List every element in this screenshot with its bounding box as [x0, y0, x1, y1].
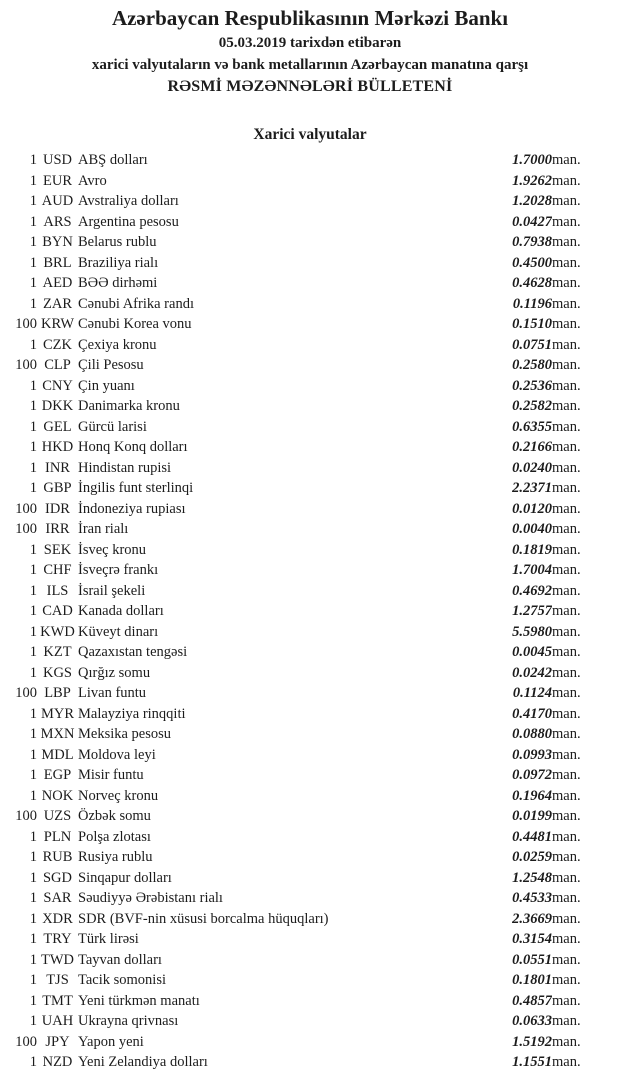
currency-name: Səudiyyə Ərəbistanı rialı: [78, 890, 223, 906]
currency-quantity: 1: [29, 172, 37, 189]
currency-rate: 0.2166: [512, 439, 552, 455]
currency-name: Malayziya rinqqiti: [78, 705, 186, 722]
currency-quantity: 1: [29, 931, 37, 947]
currency-name: Hindistan rupisi: [78, 459, 172, 476]
currency-name: Tayvan dolları: [78, 951, 162, 968]
currency-rate: 1.1551: [512, 1054, 552, 1070]
currency-code: JPY: [45, 1033, 70, 1050]
currency-rate: 0.0427: [512, 213, 552, 230]
currency-rate: 1.2548: [512, 869, 552, 886]
currency-code: KZT: [43, 644, 72, 660]
currency-row: [0, 827, 620, 848]
bank-title: Azərbaycan Respublikasının Mərkəzi Bankı: [111, 6, 509, 30]
currency-row: [0, 847, 620, 868]
currency-unit: man.: [552, 644, 581, 660]
currency-unit: man.: [552, 541, 581, 558]
currency-code: TJS: [46, 972, 69, 988]
currency-rate: 0.0993: [512, 746, 552, 763]
currency-rate: 0.0045: [512, 644, 552, 660]
currency-row: [0, 663, 620, 684]
currency-unit: man.: [552, 685, 581, 701]
currency-name: Yapon yeni: [78, 1033, 144, 1050]
currency-code: SGD: [42, 869, 72, 886]
currency-code: CLP: [44, 357, 71, 373]
currency-rate: 1.7004: [512, 562, 552, 578]
currency-name: İsveçrə frankı: [78, 562, 159, 578]
currency-code: AED: [42, 275, 73, 291]
currency-quantity: 1: [29, 418, 37, 435]
currency-code: MYR: [40, 705, 75, 722]
currency-code: TWD: [40, 951, 74, 968]
currency-code: MXN: [40, 726, 75, 742]
currency-row: [0, 806, 620, 827]
currency-unit: man.: [552, 316, 581, 332]
currency-code: DKK: [41, 398, 74, 414]
currency-name: Yeni türkmən manatı: [78, 992, 200, 1009]
currency-name: Avstraliya dolları: [78, 193, 179, 209]
currency-row: [0, 437, 620, 458]
currency-row: [0, 417, 620, 438]
currency-code: IRR: [45, 521, 70, 537]
currency-unit: man.: [552, 562, 581, 578]
currency-rate: 0.0972: [512, 767, 552, 783]
currency-name: Çili Pesosu: [78, 357, 144, 373]
currency-code: SAR: [43, 890, 72, 906]
currency-name: SDR (BVF-nin xüsusi borcalma hüquqları): [78, 910, 329, 927]
currency-quantity: 1: [29, 254, 37, 271]
currency-unit: man.: [552, 664, 581, 681]
currency-name: Kanada dolları: [78, 603, 164, 619]
currency-row: [0, 704, 620, 725]
currency-code: USD: [42, 152, 72, 168]
currency-quantity: 1: [29, 726, 37, 742]
currency-code: KWD: [40, 623, 75, 640]
currency-row: [0, 745, 620, 766]
currency-row: [0, 724, 620, 745]
currency-code: GEL: [43, 418, 72, 435]
currency-quantity: 1: [29, 705, 37, 722]
currency-name: İran rialı: [78, 521, 129, 537]
currency-rates-table-body: [0, 150, 620, 1073]
currency-rate: 0.0751: [512, 336, 552, 353]
document-subtitle: xarici valyutaların və bank metallarının Azərbaycan manatına qarşı: [91, 57, 529, 73]
currency-unit: man.: [552, 746, 581, 763]
currency-unit: man.: [552, 869, 581, 886]
currency-unit: man.: [552, 951, 581, 968]
currency-quantity: 1: [29, 869, 37, 886]
currency-row: [0, 376, 620, 397]
currency-rate: 0.1964: [512, 787, 552, 804]
currency-row: [0, 232, 620, 253]
currency-name: İsrail şekeli: [78, 582, 146, 599]
currency-name: Tacik somonisi: [78, 972, 166, 988]
currency-rate: 5.5980: [512, 623, 552, 640]
currency-rate: 0.0633: [512, 1013, 552, 1029]
currency-unit: man.: [552, 439, 581, 455]
currency-row: [0, 150, 620, 171]
currency-unit: man.: [552, 808, 581, 824]
currency-quantity: 100: [15, 357, 37, 373]
currency-name: Özbək somu: [78, 808, 151, 824]
currency-quantity: 1: [29, 972, 37, 988]
currency-code: CZK: [43, 336, 72, 353]
currency-unit: man.: [552, 336, 581, 353]
currency-row: [0, 581, 620, 602]
currency-row: [0, 929, 620, 950]
currency-unit: man.: [552, 193, 581, 209]
currency-rate: 0.1510: [512, 316, 552, 332]
currency-name: Argentina pesosu: [78, 213, 179, 230]
currency-row: [0, 519, 620, 540]
currency-rate: 0.1124: [512, 685, 552, 701]
currency-unit: man.: [552, 295, 581, 312]
currency-unit: man.: [552, 931, 581, 947]
currency-quantity: 1: [29, 992, 37, 1009]
currency-rate: 0.4533: [512, 890, 552, 906]
currency-code: UZS: [43, 808, 72, 824]
currency-quantity: 100: [15, 808, 37, 824]
currency-code: CNY: [42, 377, 73, 394]
currency-name: Avro: [78, 172, 107, 189]
currency-row: [0, 909, 620, 930]
currency-row: [0, 458, 620, 479]
currency-code: CAD: [42, 603, 73, 619]
currency-code: HKD: [41, 439, 74, 455]
currency-name: Moldova leyi: [78, 746, 156, 763]
currency-quantity: 1: [29, 193, 37, 209]
effective-date-line: 05.03.2019 tarixdən etibarən: [218, 35, 402, 51]
currency-quantity: 1: [29, 377, 37, 394]
currency-unit: man.: [552, 603, 581, 619]
currency-rate: 1.9262: [512, 172, 552, 189]
currency-rate: 0.7938: [512, 234, 552, 250]
currency-rate: 0.4692: [512, 582, 552, 599]
currency-name: Polşa zlotası: [78, 828, 151, 845]
currency-code: TRY: [43, 931, 72, 947]
currency-name: Braziliya rialı: [78, 254, 159, 271]
currency-code: BRL: [43, 254, 72, 271]
currency-quantity: 1: [29, 398, 37, 414]
currency-rate: 0.4857: [512, 992, 552, 1009]
currency-row: [0, 355, 620, 376]
currency-name: Sinqapur dolları: [78, 869, 172, 886]
currency-name: Danimarka kronu: [78, 398, 180, 414]
currency-code: SEK: [43, 541, 72, 558]
currency-name: Misir funtu: [78, 767, 144, 783]
currency-row: [0, 601, 620, 622]
currency-code: MDL: [41, 746, 74, 763]
currency-name: ABŞ dolları: [78, 152, 148, 168]
currency-code: INR: [45, 459, 70, 476]
currency-unit: man.: [552, 275, 581, 291]
currency-unit: man.: [552, 234, 581, 250]
currency-unit: man.: [552, 172, 581, 189]
currency-quantity: 1: [29, 582, 37, 599]
currency-unit: man.: [552, 726, 581, 742]
currency-unit: man.: [552, 1054, 581, 1070]
currency-quantity: 1: [29, 562, 37, 578]
currency-rate: 0.0199: [512, 808, 552, 824]
currency-quantity: 1: [29, 295, 37, 312]
currency-code: UAH: [41, 1013, 74, 1029]
currency-unit: man.: [552, 767, 581, 783]
currency-code: NZD: [42, 1054, 73, 1070]
currency-row: [0, 294, 620, 315]
currency-quantity: 1: [29, 746, 37, 763]
currency-name: Qazaxıstan tengəsi: [78, 644, 188, 660]
currency-unit: man.: [552, 418, 581, 435]
currency-rate: 0.4500: [512, 254, 552, 271]
currency-unit: man.: [552, 398, 581, 414]
currency-code: ARS: [43, 213, 72, 230]
currency-code: ZAR: [43, 295, 72, 312]
currency-row: [0, 991, 620, 1012]
currency-row: [0, 1011, 620, 1032]
currency-row: [0, 868, 620, 889]
currency-code: LBP: [44, 685, 71, 701]
currency-name: Çin yuanı: [78, 377, 135, 394]
currency-unit: man.: [552, 623, 581, 640]
currency-row: [0, 478, 620, 499]
currency-quantity: 1: [29, 644, 37, 660]
currency-rate: 2.3669: [512, 910, 552, 927]
currency-row: [0, 888, 620, 909]
currency-quantity: 1: [29, 603, 37, 619]
currency-quantity: 1: [29, 152, 37, 168]
currency-unit: man.: [552, 377, 581, 394]
currency-name: Norveç kronu: [78, 787, 159, 804]
currency-unit: man.: [552, 787, 581, 804]
currency-row: [0, 171, 620, 192]
currency-quantity: 1: [29, 213, 37, 230]
currency-rate: 0.2580: [512, 357, 552, 373]
currency-name: Ukrayna qrivnası: [78, 1013, 179, 1029]
currency-quantity: 100: [15, 1033, 37, 1050]
currency-code: BYN: [42, 234, 73, 250]
currency-row: [0, 191, 620, 212]
currency-rate: 0.6355: [512, 418, 552, 435]
currency-row: [0, 253, 620, 274]
currency-rate: 0.0240: [512, 459, 552, 476]
currency-rate: 0.0551: [512, 951, 552, 968]
currency-name: Livan funtu: [78, 685, 147, 701]
currency-unit: man.: [552, 357, 581, 373]
currency-row: [0, 1052, 620, 1073]
currency-unit: man.: [552, 213, 581, 230]
currency-name: Cənubi Afrika randı: [78, 295, 194, 312]
currency-rate: 0.4481: [512, 828, 552, 845]
currency-quantity: 1: [29, 767, 37, 783]
currency-quantity: 1: [29, 623, 37, 640]
currency-name: Küveyt dinarı: [78, 623, 159, 640]
currency-quantity: 100: [15, 685, 37, 701]
currency-quantity: 1: [29, 1013, 37, 1029]
currency-quantity: 1: [29, 480, 37, 496]
currency-rate: 0.0880: [512, 726, 552, 742]
currency-quantity: 1: [29, 234, 37, 250]
currency-rate: 0.1801: [512, 972, 552, 988]
currency-quantity: 1: [29, 541, 37, 558]
currency-rate: 0.3154: [512, 931, 552, 947]
currency-row: [0, 1032, 620, 1053]
currency-code: NOK: [41, 787, 74, 804]
currency-row: [0, 970, 620, 991]
currency-rate: 1.7000: [512, 152, 552, 168]
currency-quantity: 100: [15, 521, 37, 537]
currency-code: XDR: [42, 910, 73, 927]
currency-row: [0, 314, 620, 335]
document-header: [0, 5, 620, 98]
currency-rate: 0.2536: [512, 377, 552, 394]
currency-quantity: 1: [29, 664, 37, 681]
currency-code: AUD: [41, 193, 74, 209]
currency-unit: man.: [552, 890, 581, 906]
currency-unit: man.: [552, 521, 581, 537]
currency-code: KRW: [40, 316, 75, 332]
currency-code: ILS: [46, 582, 69, 599]
currency-name: Yeni Zelandiya dolları: [78, 1054, 208, 1070]
currency-unit: man.: [552, 1013, 581, 1029]
currency-name: Belarus rublu: [78, 234, 157, 250]
currency-quantity: 1: [29, 275, 37, 291]
currency-quantity: 1: [29, 1054, 37, 1070]
currency-quantity: 1: [29, 849, 37, 865]
currency-unit: man.: [552, 1033, 581, 1050]
currency-unit: man.: [552, 152, 581, 168]
currency-row: [0, 683, 620, 704]
currency-rate: 0.0259: [512, 849, 552, 865]
currency-row: [0, 950, 620, 971]
currency-unit: man.: [552, 254, 581, 271]
currency-name: Honq Konq dolları: [78, 439, 188, 455]
currency-row: [0, 560, 620, 581]
currency-unit: man.: [552, 828, 581, 845]
currency-row: [0, 273, 620, 294]
currency-unit: man.: [552, 459, 581, 476]
currency-unit: man.: [552, 972, 581, 988]
currency-name: Meksika pesosu: [78, 726, 172, 742]
currency-name: Türk lirəsi: [78, 931, 139, 947]
currency-code: EUR: [43, 172, 72, 189]
currency-row: [0, 765, 620, 786]
currency-rate: 0.1196: [512, 295, 552, 312]
currency-unit: man.: [552, 480, 581, 496]
currency-quantity: 1: [29, 787, 37, 804]
currency-name: Cənubi Korea vonu: [78, 316, 192, 332]
currency-quantity: 1: [29, 890, 37, 906]
currency-quantity: 1: [29, 439, 37, 455]
currency-unit: man.: [552, 910, 581, 927]
currency-unit: man.: [552, 992, 581, 1009]
currency-code: PLN: [43, 828, 72, 845]
currency-code: TMT: [42, 992, 73, 1009]
currency-rate: 0.0040: [512, 521, 552, 537]
currency-quantity: 1: [29, 828, 37, 845]
currency-rate: 0.2582: [512, 398, 552, 414]
currency-rate: 1.2028: [512, 193, 552, 209]
currency-name: İsveç kronu: [78, 541, 147, 558]
currency-code: CHF: [43, 562, 72, 578]
currency-unit: man.: [552, 705, 581, 722]
currency-code: GBP: [43, 480, 72, 496]
currency-unit: man.: [552, 849, 581, 865]
section-title-foreign-currencies: Xarici valyutalar: [253, 126, 367, 143]
currency-rate: 1.5192: [512, 1033, 552, 1050]
currency-row: [0, 622, 620, 643]
currency-row: [0, 540, 620, 561]
currency-rate: 2.2371: [512, 480, 552, 496]
currency-rate: 0.0242: [512, 664, 552, 681]
currency-row: [0, 396, 620, 417]
currency-rate: 0.4628: [512, 275, 552, 291]
currency-name: Qırğız somu: [78, 664, 151, 681]
currency-quantity: 1: [29, 910, 37, 927]
currency-row: [0, 212, 620, 233]
currency-row: [0, 499, 620, 520]
currency-unit: man.: [552, 582, 581, 599]
currency-code: IDR: [45, 500, 70, 517]
currency-quantity: 1: [29, 951, 37, 968]
currency-name: Çexiya kronu: [78, 336, 157, 353]
currency-code: KGS: [42, 664, 72, 681]
currency-quantity: 100: [15, 500, 37, 517]
bulletin-title: RƏSMİ MƏZƏNNƏLƏRİ BÜLLETENİ: [167, 78, 453, 95]
currency-name: İngilis funt sterlinqi: [78, 480, 194, 496]
currency-name: İndoneziya rupiası: [78, 500, 186, 517]
currency-code: EGP: [43, 767, 72, 783]
currency-rates-table: [0, 150, 620, 1073]
currency-name: Gürcü larisi: [78, 418, 147, 435]
currency-quantity: 100: [15, 316, 37, 332]
currency-row: [0, 786, 620, 807]
currency-unit: man.: [552, 500, 581, 517]
currency-row: [0, 642, 620, 663]
currency-quantity: 1: [29, 336, 37, 353]
currency-rate: 1.2757: [512, 603, 552, 619]
currency-rate: 0.4170: [512, 705, 552, 722]
currency-quantity: 1: [29, 459, 37, 476]
currency-rate: 0.0120: [512, 500, 552, 517]
currency-row: [0, 335, 620, 356]
currency-name: Rusiya rublu: [78, 849, 153, 865]
currency-name: BƏƏ dirhəmi: [78, 275, 158, 291]
currency-code: RUB: [42, 849, 73, 865]
currency-rate: 0.1819: [512, 541, 552, 558]
